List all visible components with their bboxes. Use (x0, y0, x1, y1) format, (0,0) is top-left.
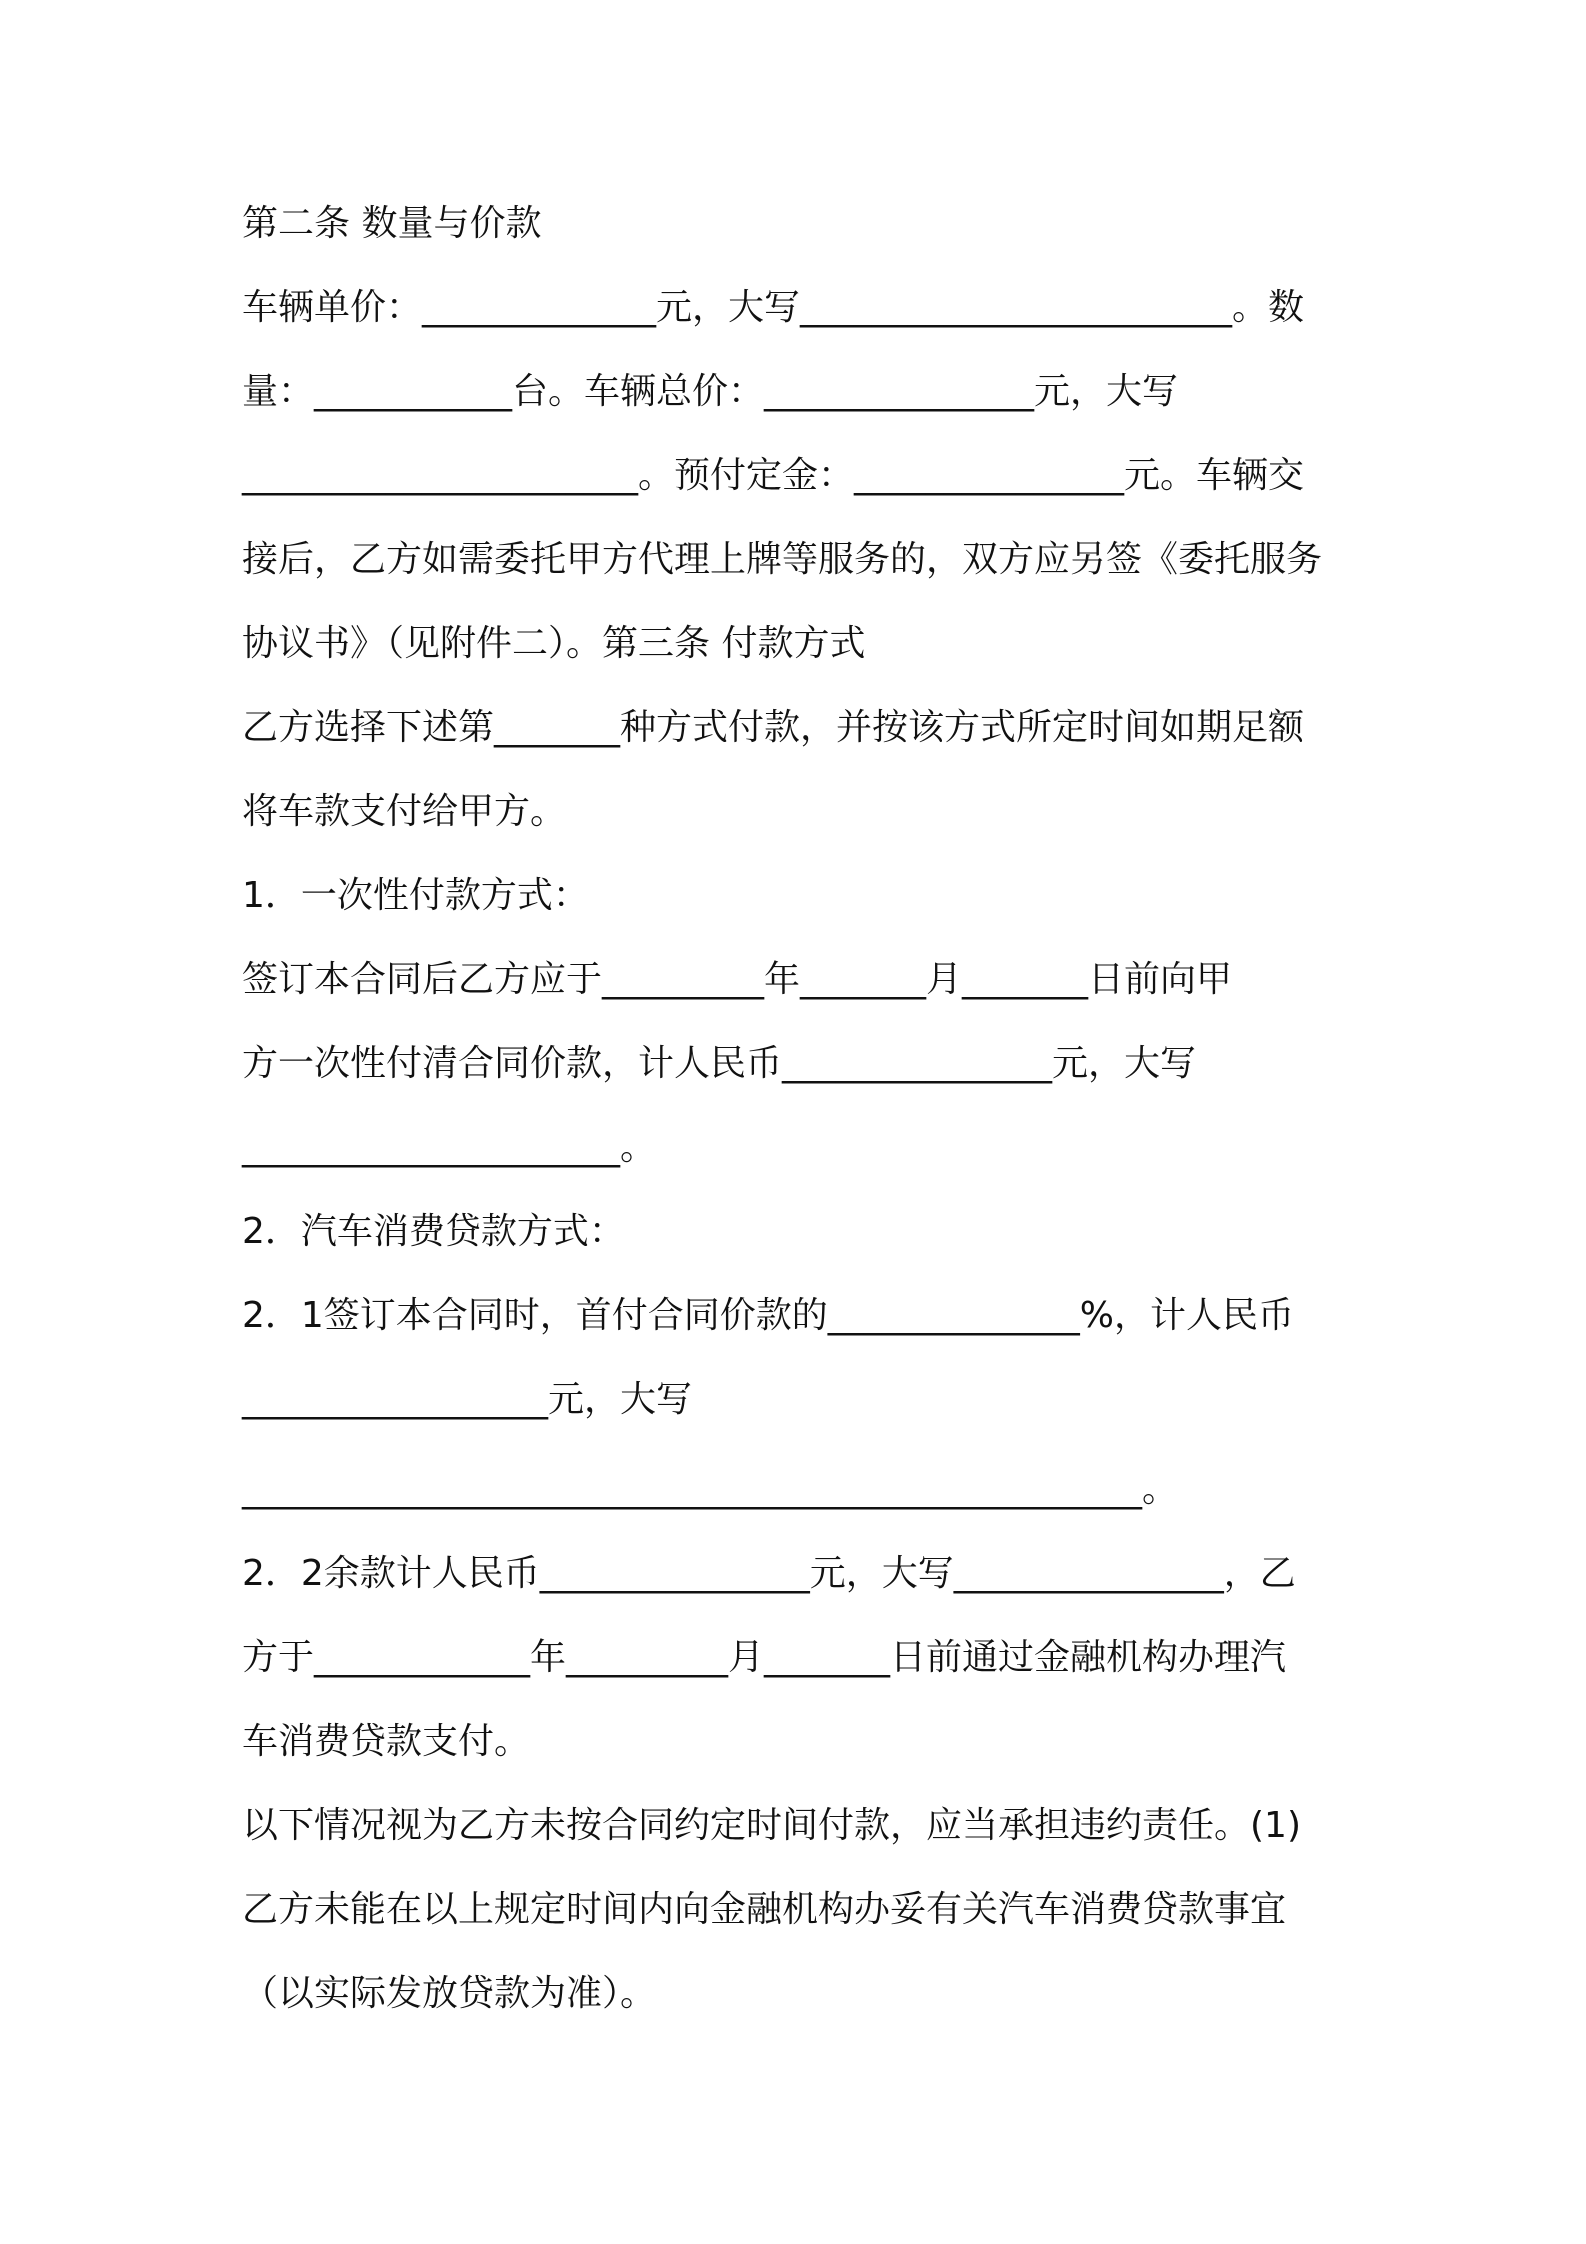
text-line: 方于____________年_________月_______日前通过金融机构办理汽 (242, 1637, 1287, 1678)
text-line: _________________元，大写 (242, 1379, 693, 1420)
text-line: 2．2余款计人民币_______________元，大写_______________，乙 (242, 1553, 1296, 1594)
text-line: 量：___________台。车辆总价：_______________元，大写 (242, 371, 1179, 412)
text-line: 车消费贷款支付。 (242, 1721, 531, 1762)
text-line: 方一次性付清合同价款，计人民币_______________元，大写 (242, 1043, 1197, 1084)
text-line: 签订本合同后乙方应于_________年_______月_______日前向甲 (242, 959, 1233, 1000)
text-line: 2．1签订本合同时，首付合同价款的______________%，计人民币 (242, 1295, 1295, 1336)
text-line: 乙方选择下述第_______种方式付款，并按该方式所定时间如期足额 (242, 707, 1305, 748)
list-item-heading: 2．汽车消费贷款方式： (242, 1211, 625, 1252)
text-line: （以实际发放贷款为准）。 (242, 1973, 657, 2014)
text-line: _____________________。 (242, 1127, 656, 1168)
text-line: 将车款支付给甲方。 (242, 791, 567, 832)
text-line: 接后，乙方如需委托甲方代理上牌等服务的，双方应另签《委托服务 (242, 539, 1323, 580)
text-line: 乙方未能在以上规定时间内向金融机构办妥有关汽车消费贷款事宜 (242, 1889, 1287, 1930)
section-3-heading-line: 协议书》（见附件二）。第三条 付款方式 (242, 623, 866, 664)
text-line: 车辆单价：_____________元，大写________________________。数 (242, 287, 1305, 328)
list-item-heading: 1．一次性付款方式： (242, 875, 589, 916)
text-line: __________________________________________________。 (242, 1469, 1178, 1510)
section-2-heading: 第二条 数量与价款 (242, 203, 542, 244)
text-line: 以下情况视为乙方未按合同约定时间付款，应当承担违约责任。(1) (242, 1805, 1301, 1846)
text-line: ______________________。预付定金：_______________元。车辆交 (242, 455, 1305, 496)
